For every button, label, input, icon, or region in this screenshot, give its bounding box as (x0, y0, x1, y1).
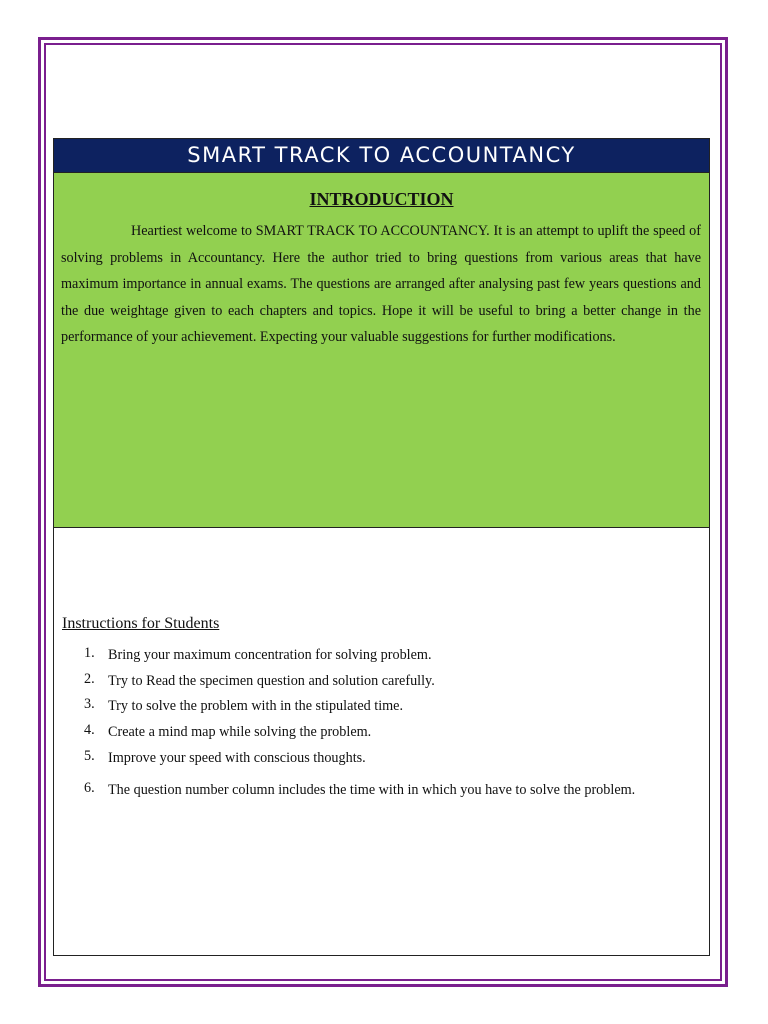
introduction-body: Heartiest welcome to SMART TRACK TO ACCOUNTANCY. It is an attempt to uplift the speed of solving problems in Accountancy. Here the author tried to bring questions from various areas that have maximum importance in annual exams. The questions are arranged after analysing past few years questions and the due weightage given to each chapters and topics. Hope it will be useful to bring a better change in the performance of your achievement. Expecting your valuable suggestions for further modifications. (61, 223, 701, 345)
list-item-text: Improve your speed with conscious thoughts. (108, 750, 366, 766)
instructions-heading: Instructions for Students (62, 615, 220, 632)
list-item-text: Try to solve the problem with in the stipulated time. (108, 698, 404, 714)
list-item-number: 2. (84, 671, 95, 687)
introduction-panel (54, 172, 709, 528)
document-title: SMART TRACK TO ACCOUNTANCY (54, 139, 709, 172)
list-item-text: Create a mind map while solving the problem. (108, 724, 372, 740)
list-item-number: 5. (84, 748, 95, 764)
list-item-number: 1. (84, 645, 95, 661)
content-box (53, 138, 710, 956)
list-item-text: The question number column includes the time with in which you have to solve the problem. (108, 782, 636, 798)
list-item-text: Try to Read the specimen question and solution carefully. (108, 673, 435, 689)
list-item-number: 6. (84, 780, 95, 796)
list-item-number: 4. (84, 722, 95, 738)
introduction-heading: INTRODUCTION (309, 189, 454, 209)
list-item-number: 3. (84, 696, 95, 712)
list-item-text: Bring your maximum concentration for solving problem. (108, 647, 432, 663)
